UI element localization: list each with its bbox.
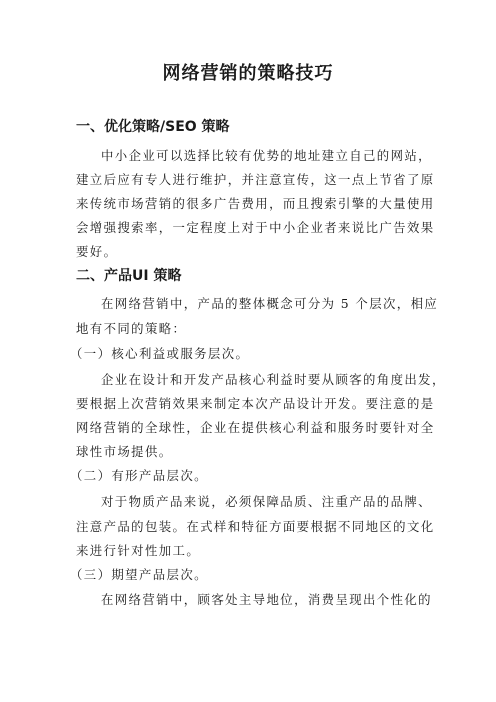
paragraph-line: 注意产品的包装。在式样和特征方面要根据不同地区的文化: [76, 519, 435, 534]
paragraph-line: 建立后应有专人进行维护，并注意宣传，这一点上节省了原: [76, 172, 435, 187]
paragraph-line: 中小企业可以选择比较有优势的地址建立自己的网站，: [101, 148, 432, 163]
paragraph-line: 来进行针对性加工。: [76, 543, 201, 558]
paragraph-line: 来传统市场营销的很多广告费用，而且搜索引擎的大量使用: [76, 196, 435, 211]
paragraph-line: 网络营销的全球性，企业在提供核心利益和服务时要针对全: [76, 420, 435, 435]
subsection-heading: （一）核心利益或服务层次。: [70, 346, 250, 361]
paragraph-line: 会增强搜索率，一定程度上对于中小企业者来说比广告效果: [76, 220, 435, 235]
subsection-heading: （三）期望产品层次。: [70, 567, 208, 582]
paragraph-line: 在网络营销中，产品的整体概念可分为 5 个层次，相应: [101, 296, 439, 311]
paragraph-line: 要根据上次营销效果来制定本次产品设计开发。要注意的是: [76, 396, 435, 411]
section-heading-seo: 一、优化策略/SEO 策略: [76, 119, 230, 135]
paragraph-line: 对于物质产品来说，必须保障品质、注重产品的品牌、: [101, 494, 432, 509]
paragraph-line: 企业在设计和开发产品核心利益时要从顾客的角度出发，: [101, 372, 446, 387]
paragraph-line: 要好。: [76, 244, 118, 259]
subsection-heading: （二）有形产品层次。: [70, 468, 208, 483]
section-heading-product-ui: 二、产品UI 策略: [76, 268, 182, 284]
paragraph-line: 地有不同的策略：: [76, 321, 187, 336]
paragraph-line: 在网络营销中，顾客处主导地位，消费呈现出个性化的: [101, 592, 432, 607]
paragraph-line: 球性市场提供。: [76, 444, 173, 459]
document-title: 网络营销的策略技巧: [162, 63, 334, 84]
